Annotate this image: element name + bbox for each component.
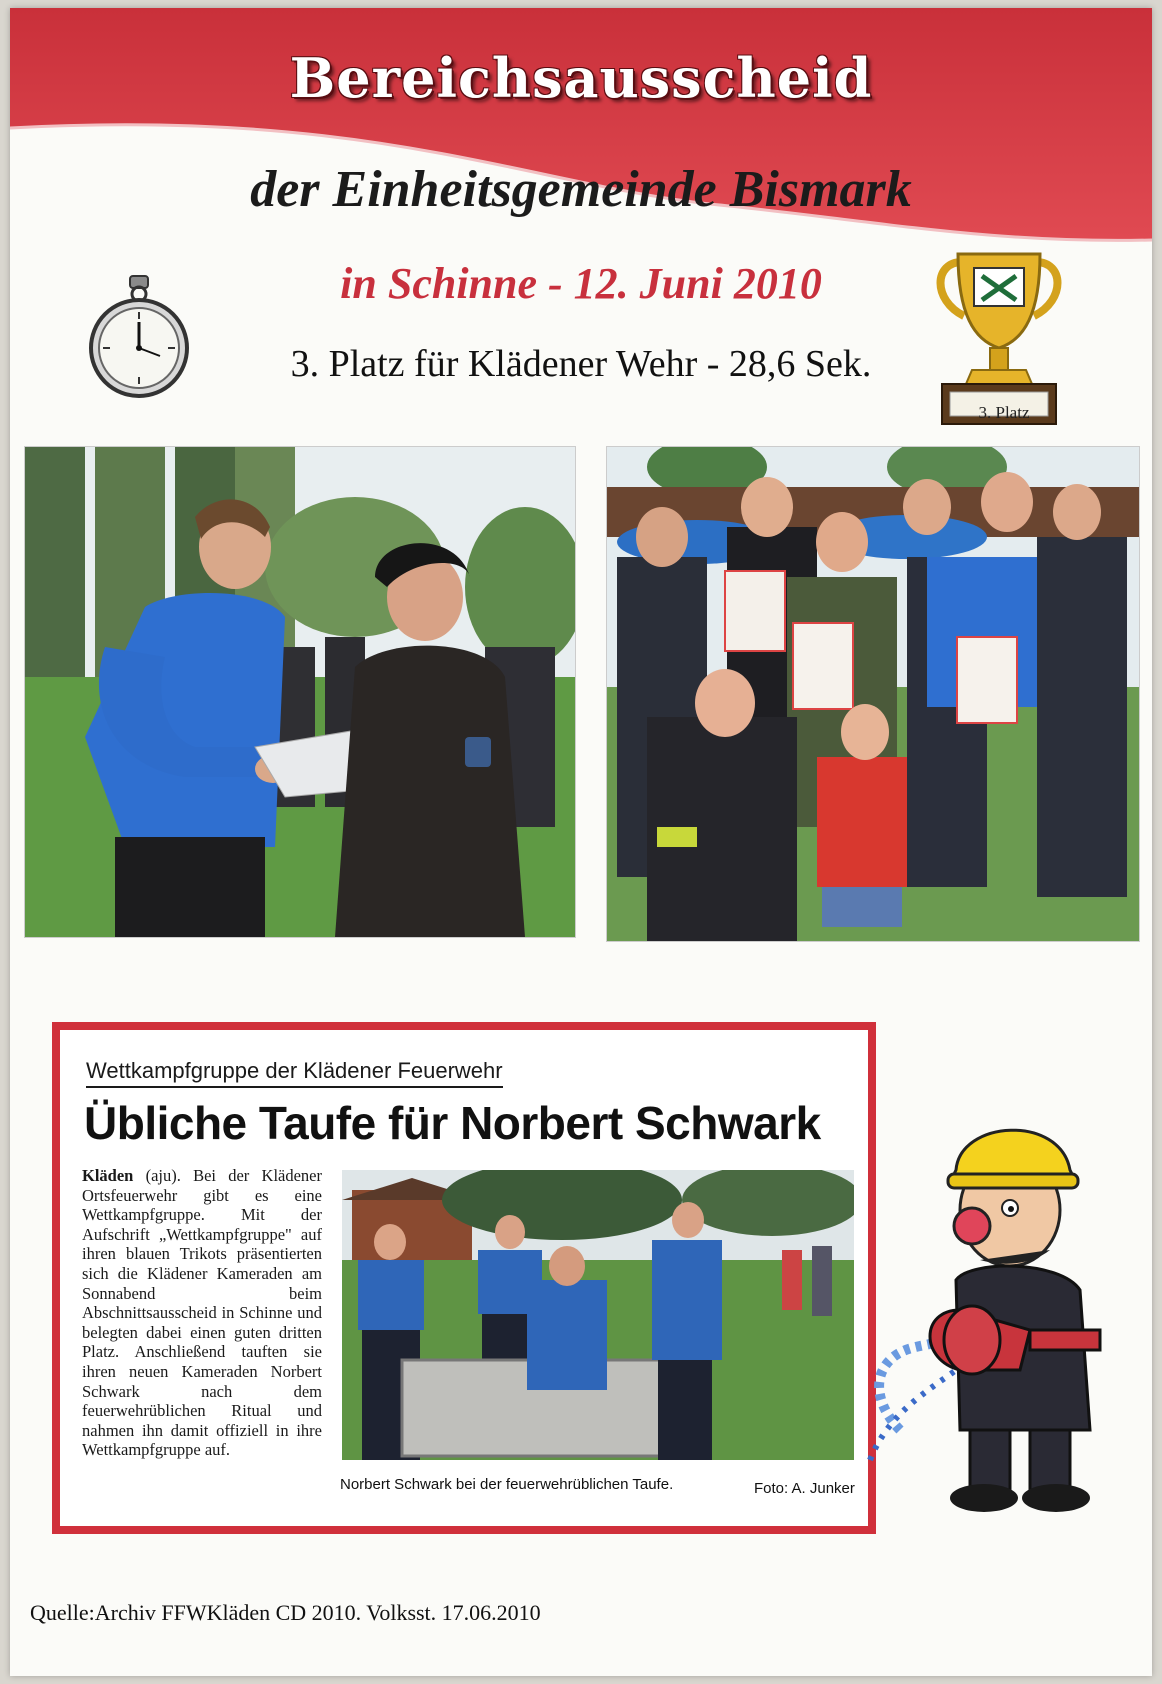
newspaper-clipping bbox=[52, 1022, 876, 1534]
clipping-headline: Übliche Taufe für Norbert Schwark bbox=[84, 1097, 821, 1149]
event-place-date: in Schinne - 12. Juni 2010 bbox=[340, 259, 822, 308]
clipping-photo-caption: Norbert Schwark bei der feuerwehrüblichen Taufe. bbox=[340, 1476, 674, 1493]
clipping-kicker: Wettkampfgruppe der Klädener Feuerwehr bbox=[86, 1058, 503, 1088]
award-handover-photo bbox=[24, 446, 576, 938]
firefighter-cartoon-icon bbox=[860, 1110, 1130, 1520]
source-note: Quelle:Archiv FFWKläden CD 2010. Volksst. 17.06.2010 bbox=[30, 1600, 541, 1625]
page-title: Bereichsausscheid bbox=[289, 46, 873, 110]
baptism-photo bbox=[342, 1170, 854, 1460]
stopwatch-icon bbox=[84, 272, 194, 402]
clipping-photo-credit: Foto: A. Junker bbox=[754, 1480, 855, 1497]
clipping-body-text: (aju). Bei der Klädener Ortsfeuerwehr gibt es eine Wettkampfgruppe. Mit der Aufschrift „Wettkampfgruppe" auf ihren blauen Trikots präsentierten sich die Klädener Kameraden am Sonnabend beim Abschnittsausscheid in Schinne und belegten dabei einen guten dritten Platz. Anschließend tauften sie ihren neuen Kameraden Norbert Schwark nach dem feuerwehrüblichen Ritual und nahmen ihn damit offiziell in ihre Wettkampfgruppe auf. bbox=[82, 1166, 322, 1460]
page-subtitle: der Einheitsgemeinde Bismark bbox=[250, 161, 912, 218]
team-trophy-photo bbox=[606, 446, 1140, 942]
trophy-label: 3. Platz bbox=[978, 403, 1030, 422]
clipping-body bbox=[82, 1166, 322, 1460]
clipping-body-lead: Kläden bbox=[82, 1166, 134, 1185]
result-line: 3. Platz für Klädener Wehr - 28,6 Sek. bbox=[290, 343, 872, 385]
